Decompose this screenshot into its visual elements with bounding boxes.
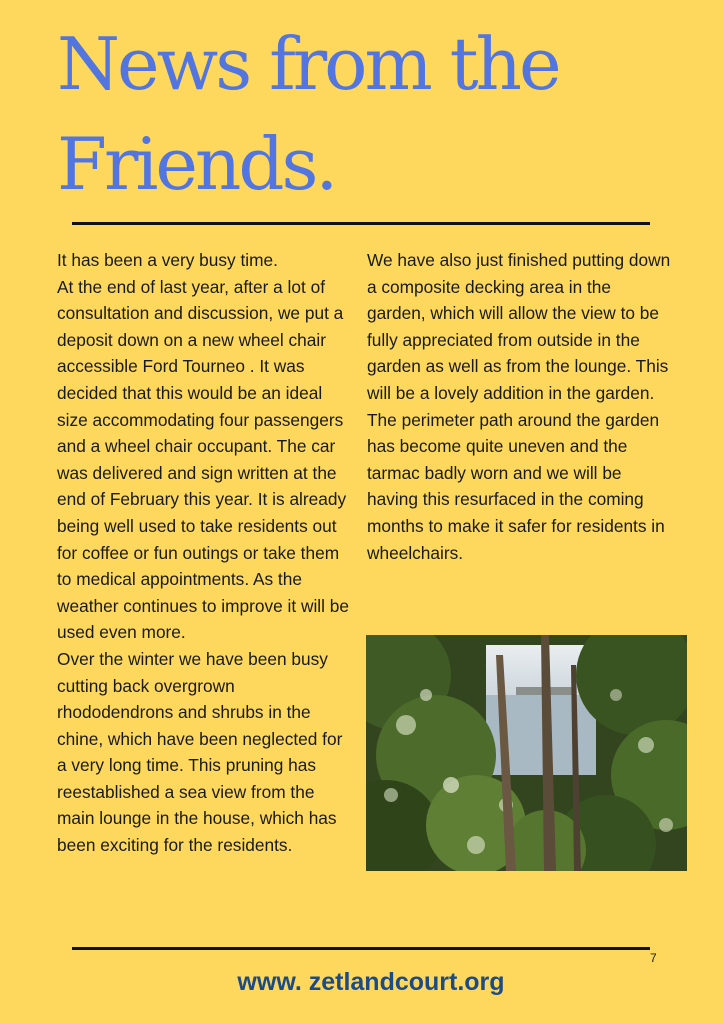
bottom-divider [72, 947, 650, 950]
garden-sea-view-photo [366, 635, 687, 871]
paragraph: It has been a very busy time. [57, 250, 278, 270]
top-divider [72, 222, 650, 225]
website-link[interactable]: www. zetlandcourt.org [237, 968, 505, 996]
paragraph: We have also just finished putting down a composite decking area in the garden, which will allow the view to be fully appreciated from outside in the garden as well as from the lounge. This will be a lovely addition in the garden. [367, 250, 671, 403]
page-number: 7 [650, 951, 657, 965]
paragraph: At the end of last year, after a lot of consultation and discussion, we put a deposit down on a new wheel chair accessible Ford Tourneo . It was decided that this would be an ideal size accommodating four passengers and a wheel chair occupant. The car was delivered and sign written at the end of February this year. It is already being well used to take residents out for coffee or fun outings or take them to medical appointments. As the weather continues to improve it will be used even more. [57, 276, 350, 643]
paragraph: Over the winter we have been busy cutting back overgrown rhododendrons and shrubs in the chine, which have been neglected for a very long time. This pruning has reestablished a sea view from the main lounge in the house, which has been exciting for the residents. [57, 648, 343, 856]
article-left-column [57, 247, 353, 859]
page-title: News from the Friends. [57, 22, 559, 206]
paragraph: The perimeter path around the garden has become quite uneven and the tarmac badly worn and we will be having this resurfaced in the coming months to make it safer for residents in wheelchairs. [367, 409, 665, 563]
article-right-column [367, 247, 673, 566]
